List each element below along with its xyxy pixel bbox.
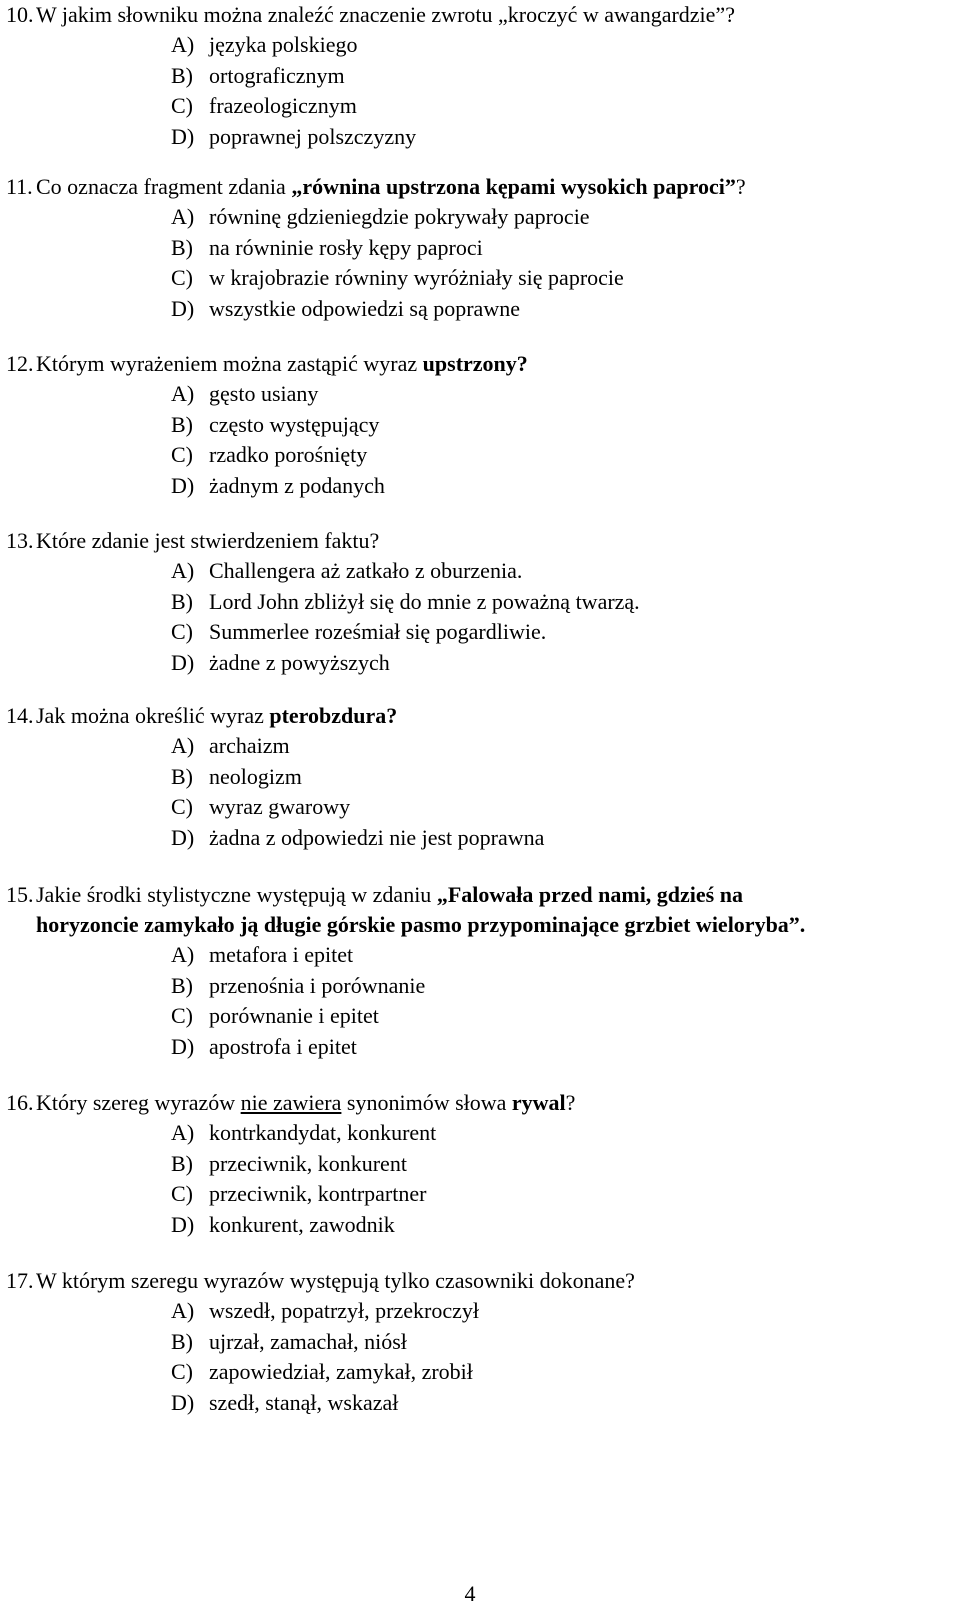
answer-option [6,122,946,153]
answer-option [6,440,946,471]
option-text: rzadko porośnięty [209,442,368,467]
answer-option [6,61,946,92]
option-letter: A) [171,558,195,583]
option-letter: A) [171,1120,195,1145]
page-number: 4 [464,1581,476,1606]
option-text: w krajobrazie równiny wyróżniały się paprocie [209,265,624,290]
question-stem [6,880,946,910]
option-letter: C) [171,1181,193,1206]
answer-option [6,1296,946,1327]
answer-option [6,1001,946,1032]
question-text: ? [735,174,746,199]
option-letter: B) [171,972,193,998]
answer-option [6,1388,946,1419]
question-stem [6,1088,946,1118]
answer-option [6,294,946,325]
option-letter: C) [171,442,193,467]
question-stem [6,172,946,202]
question-block [6,349,946,501]
option-text: frazeologicznym [209,93,357,118]
option-letter: D) [171,649,195,675]
answer-option [6,587,946,618]
option-text: wszedł, popatrzył, przekroczył [209,1298,479,1323]
answer-option [6,731,946,762]
option-letter: C) [171,265,193,290]
answer-option [6,648,946,679]
question-text: Co oznacza fragment zdania [36,174,292,199]
answer-option [6,263,946,294]
question-number: 10. [6,2,34,27]
option-letter: A) [171,381,195,406]
option-letter: A) [171,733,195,758]
bold-text: pterobzdura? [269,703,398,728]
option-text: poprawnej polszczyzny [209,123,417,149]
option-text: Lord John zbliżył się do mnie z poważną twarzą. [209,588,640,614]
option-letter: B) [171,62,193,88]
option-text: na równinie rosły kępy paproci [209,234,483,260]
option-letter: C) [171,1003,193,1028]
option-text: gęsto usiany [209,381,319,406]
option-text: ortograficznym [209,62,345,88]
option-letter: D) [171,295,195,321]
answer-option [6,91,946,122]
option-text: wyraz gwarowy [209,794,351,819]
option-letter: C) [171,619,193,644]
question-text: ? [565,1090,576,1115]
answer-option [6,471,946,502]
question-block [6,880,946,1062]
answer-option [6,1032,946,1063]
option-text: ujrzał, zamachał, niósł [209,1328,407,1354]
answer-option [6,1210,946,1241]
option-letter: D) [171,1033,195,1059]
option-letter: D) [171,824,195,850]
answer-option [6,379,946,410]
answer-option [6,617,946,648]
option-text: kontrkandydat, konkurent [209,1120,437,1145]
question-stem [6,0,946,30]
question-stem-continuation [6,910,946,940]
answer-option [6,1118,946,1149]
question-text: W którym szeregu wyrazów występują tylko czasowniki dokonane? [36,1268,635,1293]
answer-option [6,1149,946,1180]
option-text: żadnym z podanych [209,472,385,498]
question-block [6,172,946,324]
bold-text: rywal [511,1090,566,1115]
answer-option [6,1179,946,1210]
question-text: W jakim słowniku można znaleźć znaczenie zwrotu „kroczyć w awangardzie”? [36,2,735,27]
bold-text: „Falowała przed nami, gdzieś na [436,882,743,907]
bold-text: „równina upstrzona kępami wysokich paproci” [291,174,736,199]
option-text: języka polskiego [209,32,358,57]
answer-option [6,202,946,233]
question-number: 13. [6,528,34,553]
answer-option [6,1357,946,1388]
option-letter: A) [171,1298,195,1323]
option-letter: D) [171,1211,195,1237]
option-text: archaizm [209,733,290,758]
option-letter: B) [171,1328,193,1354]
option-letter: A) [171,204,195,229]
option-text: szedł, stanął, wskazał [209,1389,399,1415]
answer-option [6,410,946,441]
option-letter: B) [171,763,193,789]
option-letter: D) [171,1389,195,1415]
option-letter: D) [171,472,195,498]
option-text: apostrofa i epitet [209,1033,357,1059]
question-number: 12. [6,351,34,376]
option-text: wszystkie odpowiedzi są poprawne [209,295,520,321]
underlined-text: nie zawiera [240,1090,342,1115]
question-number: 17. [6,1268,34,1293]
option-letter: C) [171,1359,193,1384]
answer-option [6,792,946,823]
question-block [6,0,946,152]
option-letter: C) [171,794,193,819]
question-text: Który szereg wyrazów [36,1090,241,1115]
option-text: Challengera aż zatkało z oburzenia. [209,558,523,583]
question-number: 16. [6,1090,34,1115]
option-letter: B) [171,234,193,260]
option-text: neologizm [209,763,302,789]
option-text: często występujący [209,411,380,437]
option-text: metafora i epitet [209,942,354,967]
option-letter: D) [171,123,195,149]
answer-option [6,823,946,854]
option-text: równinę gdzieniegdzie pokrywały paprocie [209,204,590,229]
question-number: 15. [6,882,34,907]
bold-text: horyzoncie zamykało ją długie górskie pasmo przypominające grzbiet wieloryba”. [36,912,806,937]
option-text: żadne z powyższych [209,649,390,675]
option-text: konkurent, zawodnik [209,1211,395,1237]
answer-option [6,762,946,793]
question-text: Którym wyrażeniem można zastąpić wyraz [36,351,423,376]
option-text: Summerlee roześmiał się pogardliwie. [209,619,547,644]
answer-option [6,940,946,971]
answer-option [6,971,946,1002]
option-letter: A) [171,942,195,967]
question-block [6,701,946,853]
question-number: 11. [6,174,33,199]
option-text: przeciwnik, kontrpartner [209,1181,427,1206]
option-text: porównanie i epitet [209,1003,379,1028]
option-letter: C) [171,93,193,118]
question-stem [6,701,946,731]
question-stem [6,526,946,556]
option-text: żadna z odpowiedzi nie jest poprawna [209,824,545,850]
question-block [6,1088,946,1240]
bold-text: upstrzony? [422,351,528,376]
option-text: przeciwnik, konkurent [209,1150,407,1176]
question-number: 14. [6,703,34,728]
option-letter: B) [171,588,193,614]
question-text: synonimów słowa [341,1090,512,1115]
option-letter: A) [171,32,195,57]
question-stem [6,349,946,379]
answer-option [6,30,946,61]
question-block [6,526,946,678]
answer-option [6,1327,946,1358]
option-text: zapowiedział, zamykał, zrobił [209,1359,473,1384]
answer-option [6,233,946,264]
question-text: Które zdanie jest stwierdzeniem faktu? [36,528,380,553]
option-text: przenośnia i porównanie [209,972,426,998]
option-letter: B) [171,1150,193,1176]
option-letter: B) [171,411,193,437]
answer-option [6,556,946,587]
question-text: Jakie środki stylistyczne występują w zdaniu [36,882,437,907]
question-text: Jak można określić wyraz [36,703,270,728]
question-stem [6,1266,946,1296]
question-block [6,1266,946,1418]
